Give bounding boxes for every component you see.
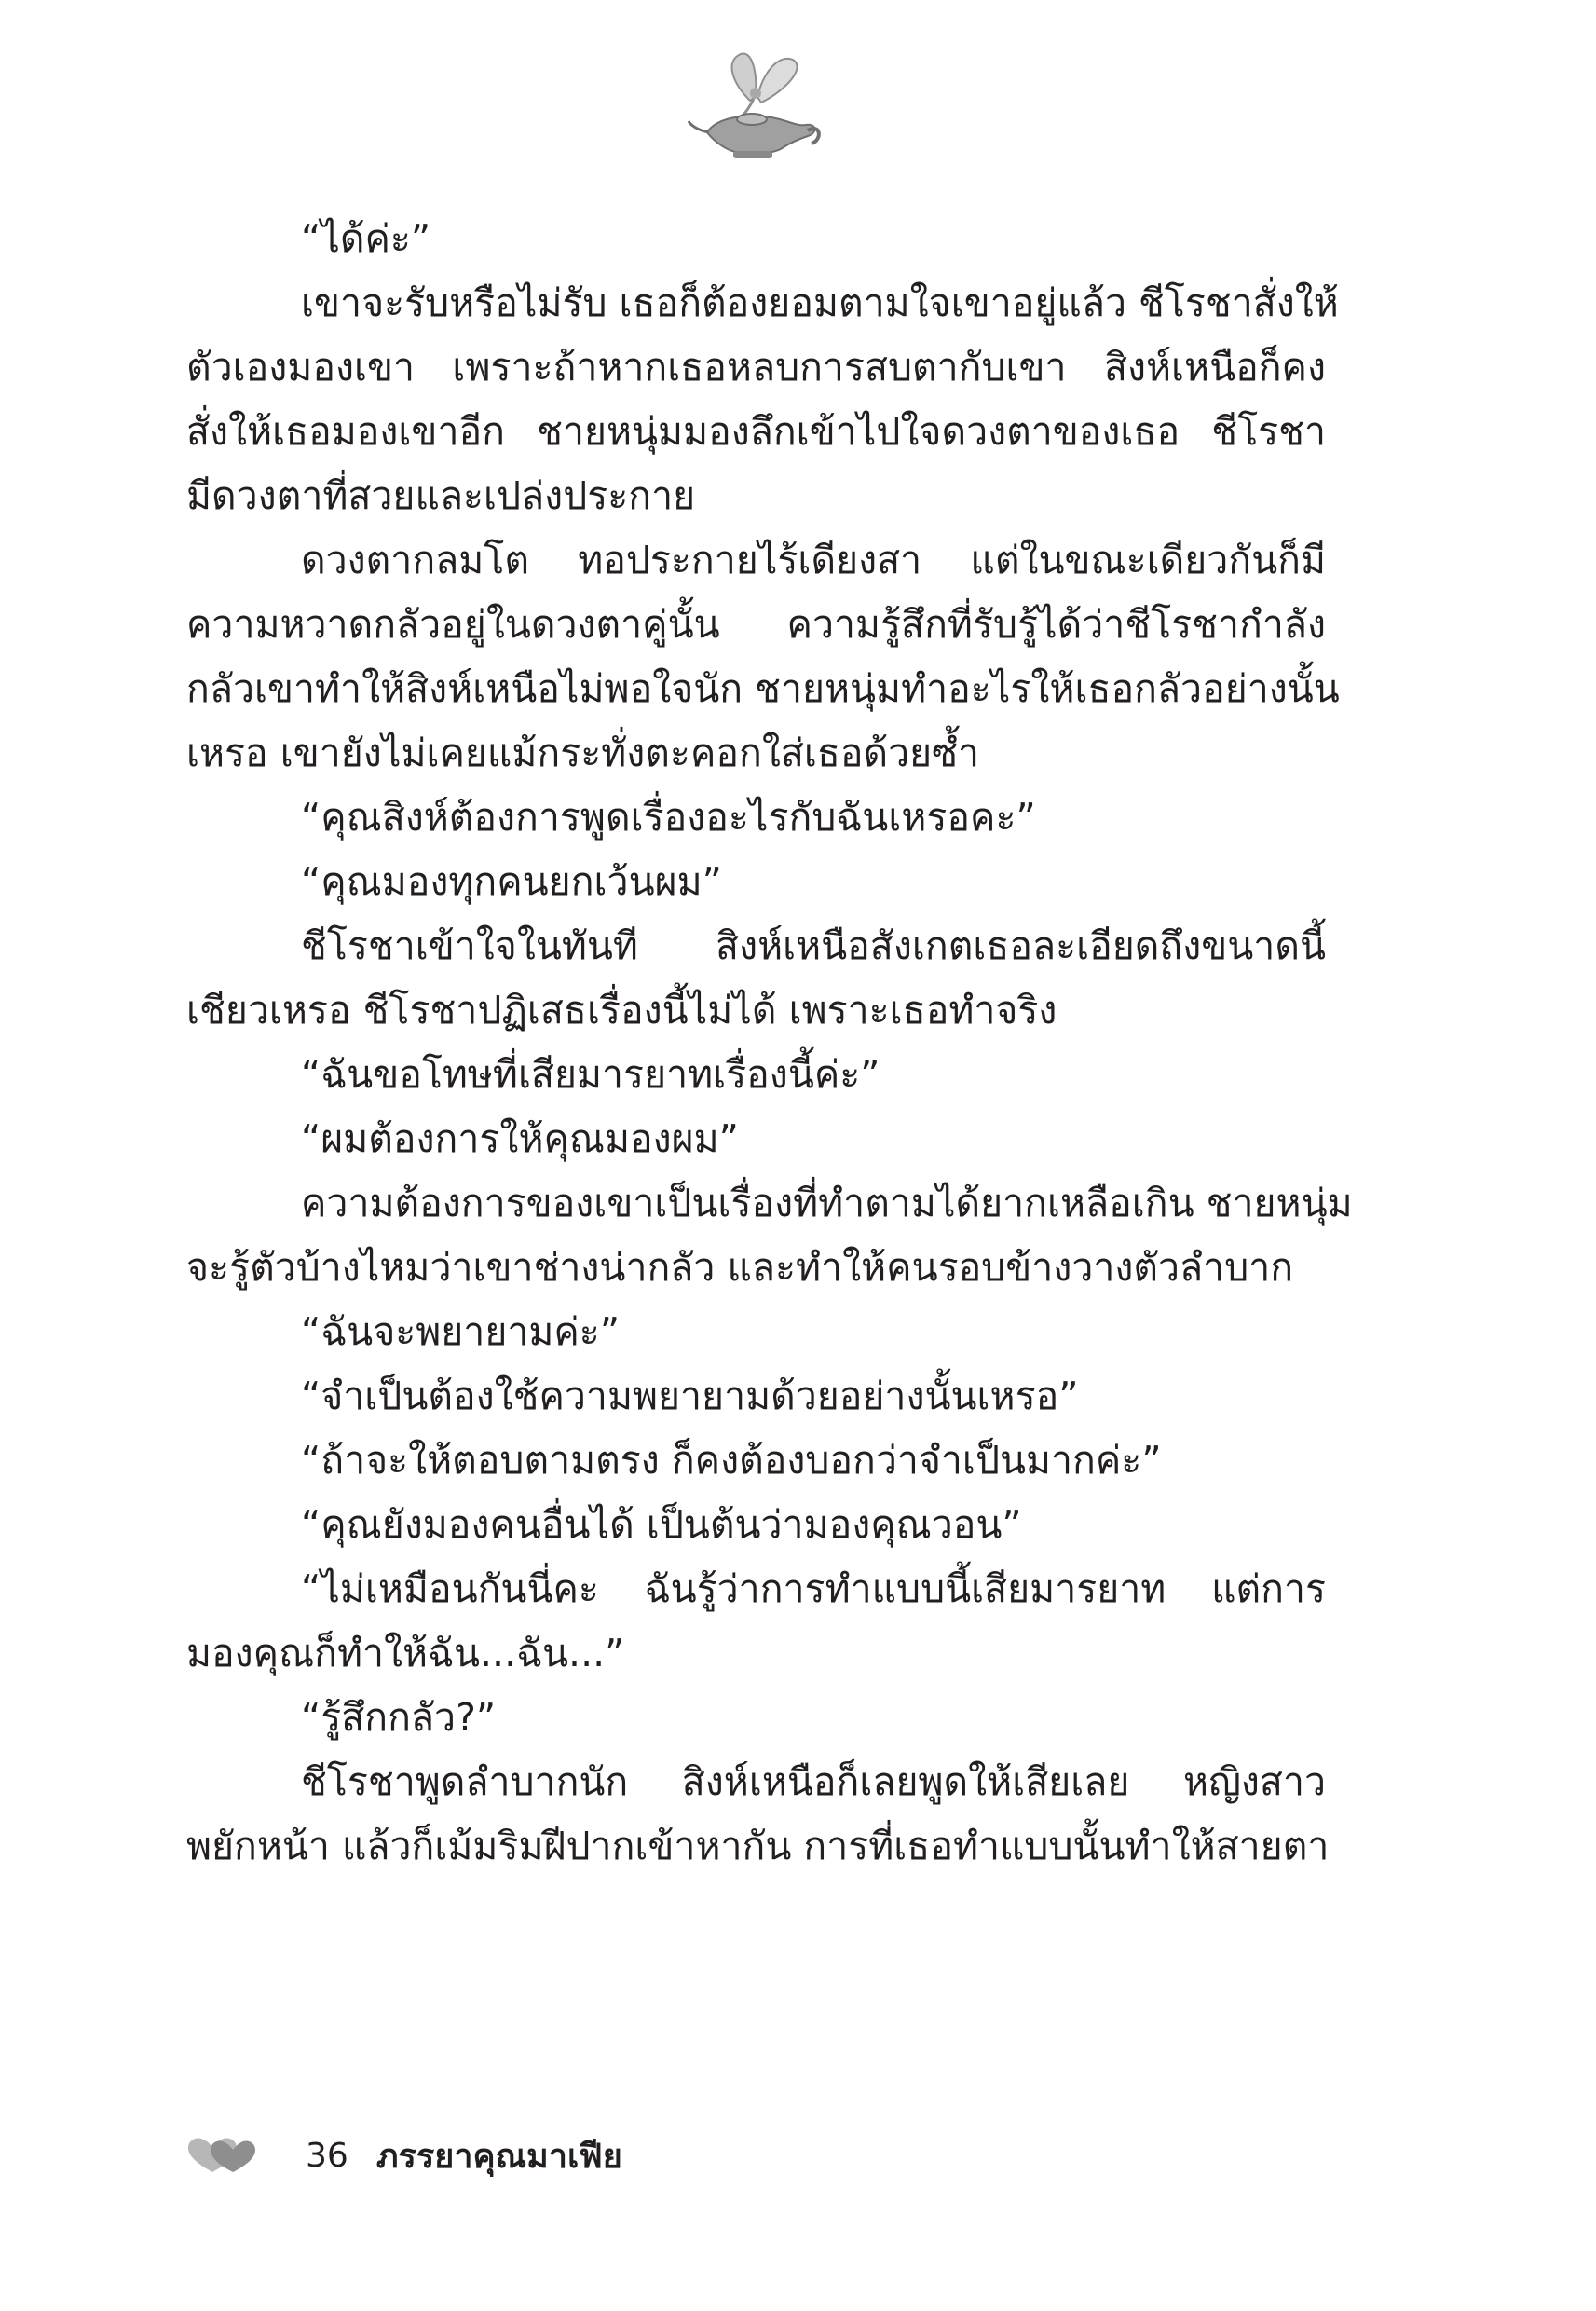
paragraph-first-line: “ไม่เหมือนกันนี่คะ ฉันรู้ว่าการทำแบบนี้เสียมารยาท แต่การ [301, 1566, 1326, 1611]
paragraph-first-line: “ฉันจะพยายามค่ะ” [301, 1309, 621, 1354]
paragraph-first-line: ชีโรชาพูดลำบากนัก สิงห์เหนือก็เลยพูดให้เสียเลย หญิงสาว [301, 1759, 1326, 1804]
paragraph-line: จะรู้ตัวบ้างไหมว่าเขาช่างน่ากลัว และทำให้คนรอบข้างวางตัวลำบาก [186, 1245, 1294, 1290]
paragraph-line: เหรอ เขายังไม่เคยแม้กระทั่งตะคอกใส่เธอด้วยซ้ำ [186, 731, 980, 775]
paragraph-first-line: “คุณสิงห์ต้องการพูดเรื่องอะไรกับฉันเหรอคะ” [301, 795, 1036, 840]
paragraph-line: เชียวเหรอ ชีโรชาปฏิเสธเรื่องนี้ไม่ได้ เพราะเธอทำจริง [186, 988, 1057, 1032]
paragraph-first-line: เขาจะรับหรือไม่รับ เธอก็ต้องยอมตามใจเขาอยู่แล้ว ชีโรชาสั่งให้ [301, 280, 1339, 325]
paragraph-first-line: “ได้ค่ะ” [301, 216, 431, 261]
lamp-ornament-icon [685, 47, 825, 163]
paragraph-first-line: “ผมต้องการให้คุณมองผม” [301, 1116, 739, 1161]
paragraph-line: ความหวาดกลัวอยู่ในดวงตาคู่นั้น ความรู้สึกที่รับรู้ได้ว่าชีโรชากำลัง [186, 602, 1326, 647]
double-heart-icon [186, 2135, 261, 2176]
paragraph-first-line: “ฉันขอโทษที่เสียมารยาทเรื่องนี้ค่ะ” [301, 1052, 880, 1097]
paragraph-first-line: ความต้องการของเขาเป็นเรื่องที่ทำตามได้ยากเหลือเกิน ชายหนุ่ม [301, 1181, 1353, 1225]
paragraph-line: ตัวเองมองเขา เพราะถ้าหากเธอหลบการสบตากับเขา สิงห์เหนือก็คง [186, 345, 1326, 390]
paragraph-first-line: “คุณมองทุกคนยกเว้นผม” [301, 859, 722, 904]
paragraph-first-line: “จำเป็นต้องใช้ความพยายามด้วยอย่างนั้นเหรอ” [301, 1374, 1079, 1418]
paragraph-line: สั่งให้เธอมองเขาอีก ชายหนุ่มมองลึกเข้าไปใจดวงตาของเธอ ชีโรชา [186, 409, 1326, 454]
paragraph-first-line: ดวงตากลมโต ทอประกายไร้เดียงสา แต่ในขณะเดียวกันก็มี [301, 538, 1326, 582]
body-text [186, 207, 1353, 1879]
book-title: ภรรยาคุณมาเฟีย [375, 2137, 622, 2176]
paragraph-line: มีดวงตาที่สวยและเปล่งประกาย [186, 473, 696, 518]
paragraph-first-line: “รู้สึกกลัว?” [301, 1695, 497, 1740]
paragraph-line: มองคุณก็ทำให้ฉัน...ฉัน...” [186, 1631, 625, 1675]
page-number: 36 [306, 2136, 348, 2175]
paragraph-line: พยักหน้า แล้วก็เม้มริมฝีปากเข้าหากัน การที่เธอทำแบบนั้นทำให้สายตา [186, 1824, 1330, 1868]
paragraph-first-line: “คุณยังมองคนอื่นได้ เป็นต้นว่ามองคุณวอน” [301, 1502, 1022, 1547]
paragraph-line: กลัวเขาทำให้สิงห์เหนือไม่พอใจนัก ชายหนุ่มทำอะไรให้เธอกลัวอย่างนั้น [186, 666, 1340, 711]
page-footer [186, 2132, 622, 2179]
paragraph-first-line: “ถ้าจะให้ตอบตามตรง ก็คงต้องบอกว่าจำเป็นมากค่ะ” [301, 1438, 1162, 1483]
paragraph-first-line: ชีโรชาเข้าใจในทันที สิงห์เหนือสังเกตเธอละเอียดถึงขนาดนี้ [301, 923, 1326, 968]
